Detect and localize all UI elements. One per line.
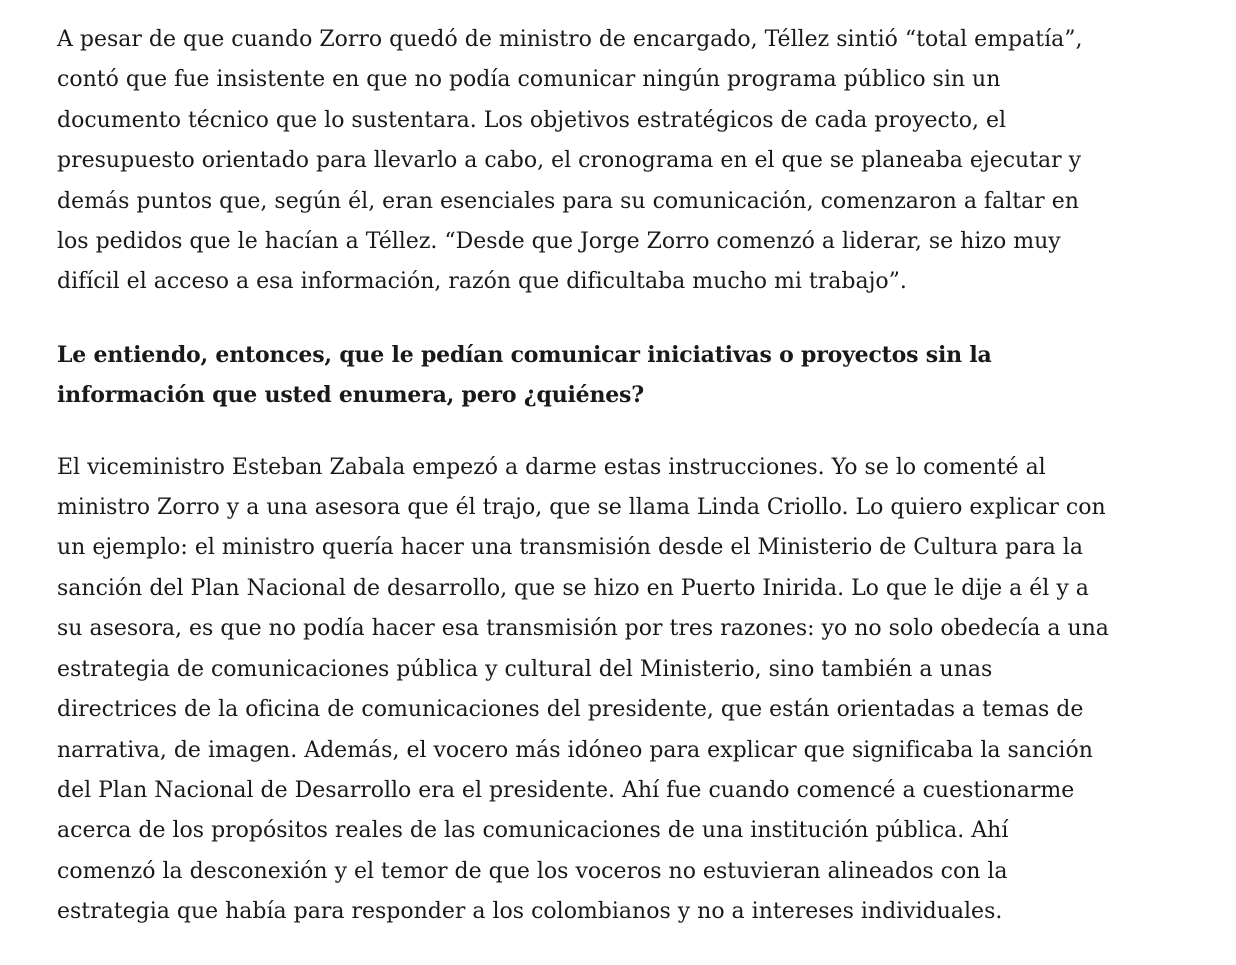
text-line: difícil el acceso a esa información, razón que dificultaba mucho mi trabajo”. <box>57 269 907 295</box>
text-line: los pedidos que le hacían a Téllez. “Desde que Jorge Zorro comenzó a liderar, se hizo muy <box>57 229 1061 255</box>
text-line: documento técnico que lo sustentara. Los objetivos estratégicos de cada proyecto, el <box>57 107 1007 133</box>
interview-answer-paragraph <box>57 448 1157 933</box>
text-line: ministro Zorro y a una asesora que él trajo, que se llama Linda Criollo. Lo quiero explicar con <box>57 495 1106 521</box>
text-line: del Plan Nacional de Desarrollo era el presidente. Ahí fue cuando comencé a cuestionarme <box>57 777 1075 803</box>
text-line: sanción del Plan Nacional de desarrollo, que se hizo en Puerto Inirida. Lo que le dije a él y a <box>57 575 1089 601</box>
text-line: A pesar de que cuando Zorro quedó de ministro de encargado, Téllez sintió “total empatía”, <box>57 27 1083 52</box>
interview-question <box>57 335 1157 416</box>
text-line: El viceministro Esteban Zabala empezó a darme estas instrucciones. Yo se lo comenté al <box>57 454 1046 480</box>
text-line: estrategia que había para responder a los colombianos y no a intereses individuales. <box>57 899 1003 925</box>
text-line: presupuesto orientado para llevarlo a cabo, el cronograma en el que se planeaba ejecutar y <box>57 148 1082 174</box>
interview-answer-paragraph <box>57 20 1157 303</box>
text-line: estrategia de comunicaciones pública y cultural del Ministerio, sino también a unas <box>57 656 993 682</box>
text-line: información que usted enumera, pero ¿quiénes? <box>57 382 644 409</box>
text-line: su asesora, es que no podía hacer esa transmisión por tres razones: yo no solo obedecía a una <box>57 616 1109 642</box>
text-line: directrices de la oficina de comunicaciones del presidente, que están orientadas a temas de <box>57 697 1084 723</box>
text-line: demás puntos que, según él, eran esenciales para su comunicación, comenzaron a faltar en <box>57 188 1079 214</box>
text-line: comenzó la desconexión y el temor de que los voceros no estuvieran alineados con la <box>57 858 1008 884</box>
text-line: contó que fue insistente en que no podía comunicar ningún programa público sin un <box>57 67 1001 93</box>
article-paragraphs <box>57 20 1157 933</box>
text-line: un ejemplo: el ministro quería hacer una transmisión desde el Ministerio de Cultura para la <box>57 535 1083 561</box>
text-line: Le entiendo, entonces, que le pedían comunicar iniciativas o proyectos sin la <box>57 341 992 368</box>
text-line: acerca de los propósitos reales de las comunicaciones de una institución pública. Ahí <box>57 818 1009 844</box>
text-line: narrativa, de imagen. Además, el vocero más idóneo para explicar que significaba la sanción <box>57 737 1093 763</box>
article-body <box>57 20 1157 965</box>
